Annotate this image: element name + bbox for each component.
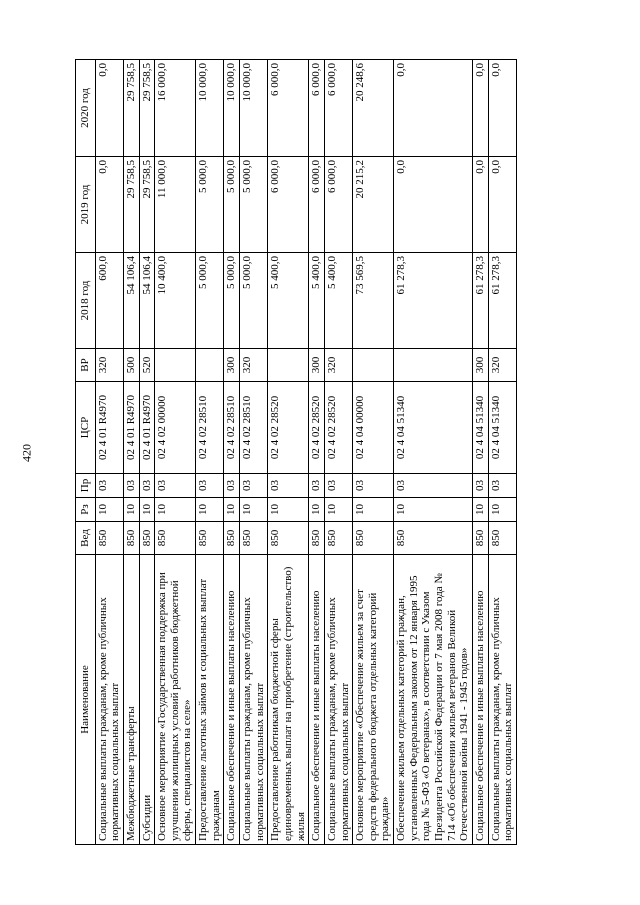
cell-2019: 0,0: [488, 157, 516, 253]
table-row: [472, 60, 488, 845]
header-name: Наименование: [76, 555, 96, 845]
cell-ved: 850: [488, 522, 516, 555]
cell-2020: 10 000,0: [240, 60, 268, 157]
table-row: [95, 60, 123, 845]
cell-vr: [394, 349, 473, 382]
cell-csr: 02 4 02 28510: [240, 382, 268, 474]
cell-vr: [268, 349, 309, 382]
cell-ved: 850: [95, 522, 123, 555]
cell-csr: 02 4 02 00000: [155, 382, 196, 474]
cell-2020: 6 000,0: [268, 60, 309, 157]
table-row: [139, 60, 155, 845]
cell-rz: 10: [268, 498, 309, 522]
header-csr: ЦСР: [76, 382, 96, 474]
cell-2019: 29 758,5: [123, 157, 139, 253]
cell-2020: 0,0: [488, 60, 516, 157]
cell-name: Основное мероприятие «Обеспечение жильем за счет средств федерального бюджета отдельных категорий граждан»: [353, 555, 394, 845]
cell-ved: 850: [353, 522, 394, 555]
cell-ved: 850: [309, 522, 325, 555]
cell-ved: 850: [472, 522, 488, 555]
cell-2018: 73 569,5: [353, 253, 394, 349]
cell-vr: 300: [309, 349, 325, 382]
cell-2018: 54 106,4: [139, 253, 155, 349]
cell-name: Основное мероприятие «Государственная поддержка при улучшении жилищных условий работников бюджетной сферы, специалистов на селе»: [155, 555, 196, 845]
cell-2020: 20 248,6: [353, 60, 394, 157]
cell-2018: 5 400,0: [324, 253, 352, 349]
table-row: [309, 60, 325, 845]
cell-name: Межбюджетные трансферты: [123, 555, 139, 845]
cell-2020: 16 000,0: [155, 60, 196, 157]
cell-csr: 02 4 02 28520: [268, 382, 309, 474]
cell-name: Социальное обеспечение и иные выплаты населению: [472, 555, 488, 845]
cell-rz: 10: [95, 498, 123, 522]
cell-csr: 02 4 01 R4970: [123, 382, 139, 474]
cell-pr: 03: [224, 474, 240, 498]
cell-pr: 03: [488, 474, 516, 498]
header-2018: 2018 год: [76, 253, 96, 349]
cell-ved: 850: [240, 522, 268, 555]
cell-ved: 850: [324, 522, 352, 555]
cell-rz: 10: [139, 498, 155, 522]
cell-name: Социальное обеспечение и иные выплаты населению: [224, 555, 240, 845]
cell-2018: 600,0: [95, 253, 123, 349]
cell-pr: 03: [123, 474, 139, 498]
cell-ved: 850: [224, 522, 240, 555]
table-row: [224, 60, 240, 845]
cell-2019: 6 000,0: [309, 157, 325, 253]
cell-rz: 10: [324, 498, 352, 522]
header-2020: 2020 год: [76, 60, 96, 157]
cell-pr: 03: [196, 474, 224, 498]
cell-rz: 10: [472, 498, 488, 522]
cell-csr: 02 4 04 00000: [353, 382, 394, 474]
cell-2020: 6 000,0: [309, 60, 325, 157]
cell-rz: 10: [309, 498, 325, 522]
cell-rz: 10: [488, 498, 516, 522]
cell-2019: 6 000,0: [268, 157, 309, 253]
cell-csr: 02 4 02 28520: [324, 382, 352, 474]
cell-csr: 02 4 01 R4970: [95, 382, 123, 474]
cell-csr: 02 4 04 51340: [394, 382, 473, 474]
cell-csr: 02 4 02 28510: [224, 382, 240, 474]
cell-name: Социальные выплаты гражданам, кроме публичных нормативных социальных выплат: [240, 555, 268, 845]
header-2019: 2019 год: [76, 157, 96, 253]
cell-2020: 10 000,0: [224, 60, 240, 157]
cell-2018: 5 000,0: [196, 253, 224, 349]
cell-vr: 520: [139, 349, 155, 382]
cell-name: Социальные выплаты гражданам, кроме публичных нормативных социальных выплат: [324, 555, 352, 845]
cell-vr: 500: [123, 349, 139, 382]
cell-csr: 02 4 04 51340: [488, 382, 516, 474]
cell-vr: 320: [324, 349, 352, 382]
budget-table: [75, 59, 517, 845]
cell-csr: 02 4 01 R4970: [139, 382, 155, 474]
table-header-row: [76, 60, 96, 845]
cell-2020: 29 758,5: [123, 60, 139, 157]
cell-2019: 0,0: [394, 157, 473, 253]
cell-ved: 850: [155, 522, 196, 555]
cell-pr: 03: [139, 474, 155, 498]
cell-2019: 5 000,0: [224, 157, 240, 253]
header-pr: Пр: [76, 474, 96, 498]
page-number: 420: [19, 444, 34, 462]
cell-2018: 10 400,0: [155, 253, 196, 349]
cell-2020: 0,0: [394, 60, 473, 157]
cell-rz: 10: [394, 498, 473, 522]
cell-pr: 03: [472, 474, 488, 498]
cell-csr: 02 4 02 28510: [196, 382, 224, 474]
cell-ved: 850: [268, 522, 309, 555]
cell-vr: [196, 349, 224, 382]
cell-pr: 03: [240, 474, 268, 498]
cell-2019: 20 215,2: [353, 157, 394, 253]
cell-2019: 5 000,0: [196, 157, 224, 253]
cell-vr: [155, 349, 196, 382]
cell-2019: 0,0: [95, 157, 123, 253]
cell-vr: 320: [488, 349, 516, 382]
cell-2018: 54 106,4: [123, 253, 139, 349]
cell-rz: 10: [224, 498, 240, 522]
cell-vr: 320: [240, 349, 268, 382]
table-row: [353, 60, 394, 845]
cell-vr: 300: [224, 349, 240, 382]
table-row: [394, 60, 473, 845]
cell-name: Предоставление работникам бюджетной сферы единовременных выплат на приобретение (строительство) жилья: [268, 555, 309, 845]
table-row: [155, 60, 196, 845]
cell-pr: 03: [394, 474, 473, 498]
cell-name: Субсидии: [139, 555, 155, 845]
cell-2019: 11 000,0: [155, 157, 196, 253]
table-row: [123, 60, 139, 845]
cell-pr: 03: [268, 474, 309, 498]
cell-pr: 03: [324, 474, 352, 498]
cell-ved: 850: [196, 522, 224, 555]
cell-ved: 850: [123, 522, 139, 555]
table-row: [488, 60, 516, 845]
cell-2018: 5 400,0: [309, 253, 325, 349]
table-row: [268, 60, 309, 845]
cell-name: Социальные выплаты гражданам, кроме публичных нормативных социальных выплат: [95, 555, 123, 845]
cell-2018: 61 278,3: [472, 253, 488, 349]
cell-2020: 10 000,0: [196, 60, 224, 157]
cell-pr: 03: [309, 474, 325, 498]
cell-vr: 300: [472, 349, 488, 382]
table-body: [95, 60, 516, 845]
cell-2018: 5 000,0: [240, 253, 268, 349]
cell-2020: 0,0: [472, 60, 488, 157]
cell-csr: 02 4 02 28520: [309, 382, 325, 474]
cell-rz: 10: [196, 498, 224, 522]
cell-pr: 03: [353, 474, 394, 498]
cell-2020: 6 000,0: [324, 60, 352, 157]
cell-rz: 10: [240, 498, 268, 522]
cell-2020: 29 758,5: [139, 60, 155, 157]
cell-pr: 03: [155, 474, 196, 498]
table-row: [240, 60, 268, 845]
header-ved: Вед: [76, 522, 96, 555]
cell-2018: 61 278,3: [394, 253, 473, 349]
table-row: [324, 60, 352, 845]
cell-rz: 10: [155, 498, 196, 522]
cell-ved: 850: [394, 522, 473, 555]
cell-2018: 5 000,0: [224, 253, 240, 349]
cell-name: Обеспечение жильем отдельных категорий граждан, установленных Федеральным законом от 12 января 1995 года № 5-ФЗ «О ветеранах», в соответствии с Указом Президента Российской Федерации от 7 мая 2008 года № 714 «Об обеспечении жильем ветеранов Великой Отечественной войны 1941 - 1945 годов»: [394, 555, 473, 845]
cell-2019: 6 000,0: [324, 157, 352, 253]
cell-2019: 0,0: [472, 157, 488, 253]
cell-name: Социальные выплаты гражданам, кроме публичных нормативных социальных выплат: [488, 555, 516, 845]
cell-vr: [353, 349, 394, 382]
cell-name: Предоставление льготных займов и социальных выплат гражданам: [196, 555, 224, 845]
table-row: [196, 60, 224, 845]
cell-2019: 5 000,0: [240, 157, 268, 253]
cell-ved: 850: [139, 522, 155, 555]
cell-2018: 61 278,3: [488, 253, 516, 349]
cell-name: Социальное обеспечение и иные выплаты населению: [309, 555, 325, 845]
cell-vr: 320: [95, 349, 123, 382]
cell-2019: 29 758,5: [139, 157, 155, 253]
rotated-table-container: [75, 60, 565, 845]
cell-2018: 5 400,0: [268, 253, 309, 349]
cell-rz: 10: [123, 498, 139, 522]
cell-pr: 03: [95, 474, 123, 498]
header-vr: ВР: [76, 349, 96, 382]
cell-2020: 0,0: [95, 60, 123, 157]
cell-csr: 02 4 04 51340: [472, 382, 488, 474]
cell-rz: 10: [353, 498, 394, 522]
header-rz: Рз: [76, 498, 96, 522]
